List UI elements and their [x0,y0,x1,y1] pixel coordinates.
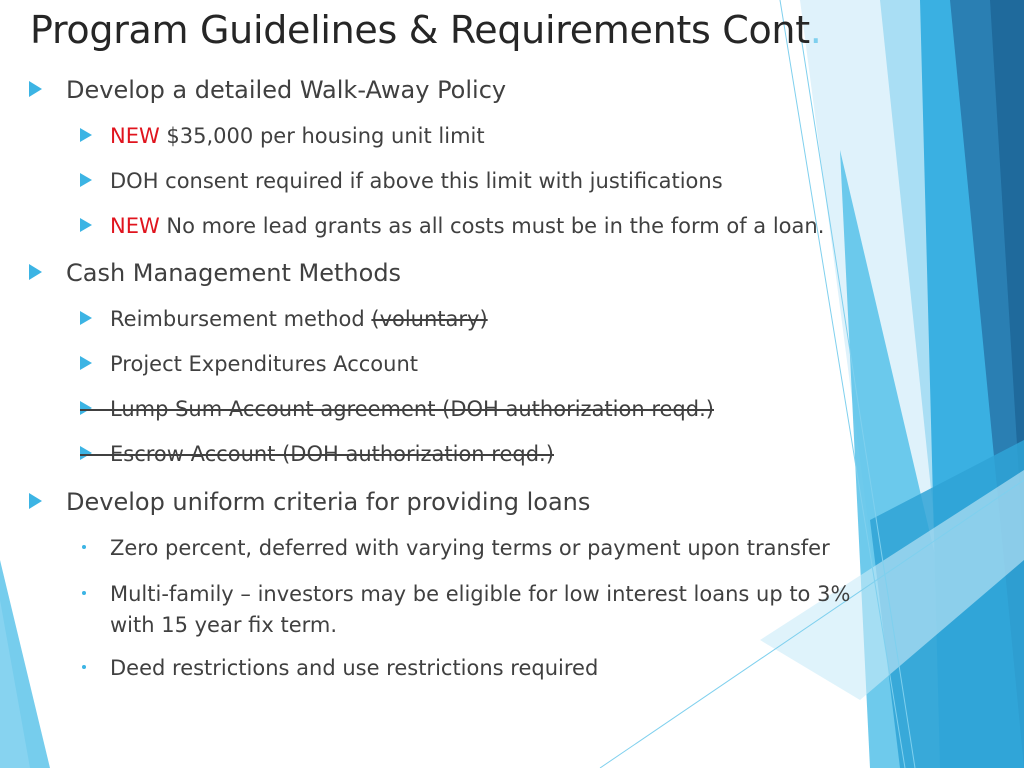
bullet-project-expenditures: Project Expenditures Account [80,352,418,376]
triangle-right-icon [80,311,92,325]
bullet-deed-restrictions: Deed restrictions and use restrictions required [80,656,598,680]
bullet-doh-consent: DOH consent required if above this limit with justifications [80,169,723,193]
slide-title: Program Guidelines & Requirements Cont. [30,8,822,52]
triangle-right-icon [29,81,42,97]
bullet-reimbursement-method: Reimbursement method (voluntary) [80,307,488,331]
dot-icon [82,545,86,549]
triangle-right-icon [80,401,92,415]
dot-icon [82,591,86,595]
triangle-right-icon [29,493,42,509]
triangle-right-icon [29,264,42,280]
triangle-right-icon [80,218,92,232]
struck-voluntary: (voluntary) [371,307,488,331]
bullet-lump-sum-account [80,397,714,421]
bullet-escrow-account [80,442,554,466]
triangle-right-icon [80,173,92,187]
bullet-cash-management: Cash Management Methods [29,259,401,287]
new-tag: NEW [110,124,160,148]
triangle-right-icon [80,356,92,370]
triangle-right-icon [80,446,92,460]
bullet-zero-percent: Zero percent, deferred with varying terms or payment upon transfer [80,536,830,560]
struck-lump-sum: Lump Sum Account agreement (DOH authorization reqd.) [110,397,714,421]
title-dot: . [809,8,822,52]
bullet-no-lead-grants: NEW No more lead grants as all costs must be in the form of a loan. [80,214,824,238]
triangle-right-icon [80,128,92,142]
bullet-walk-away-policy: Develop a detailed Walk-Away Policy [29,76,506,104]
dot-icon [82,665,86,669]
bullet-housing-unit-limit: NEW $35,000 per housing unit limit [80,124,485,148]
new-tag: NEW [110,214,160,238]
bullet-multi-family: Multi-family – investors may be eligible for low interest loans up to 3% with 15 year fix term. [80,579,900,641]
struck-escrow: Escrow Account (DOH authorization reqd.) [110,442,554,466]
bullet-loan-criteria: Develop uniform criteria for providing loans [29,488,590,516]
